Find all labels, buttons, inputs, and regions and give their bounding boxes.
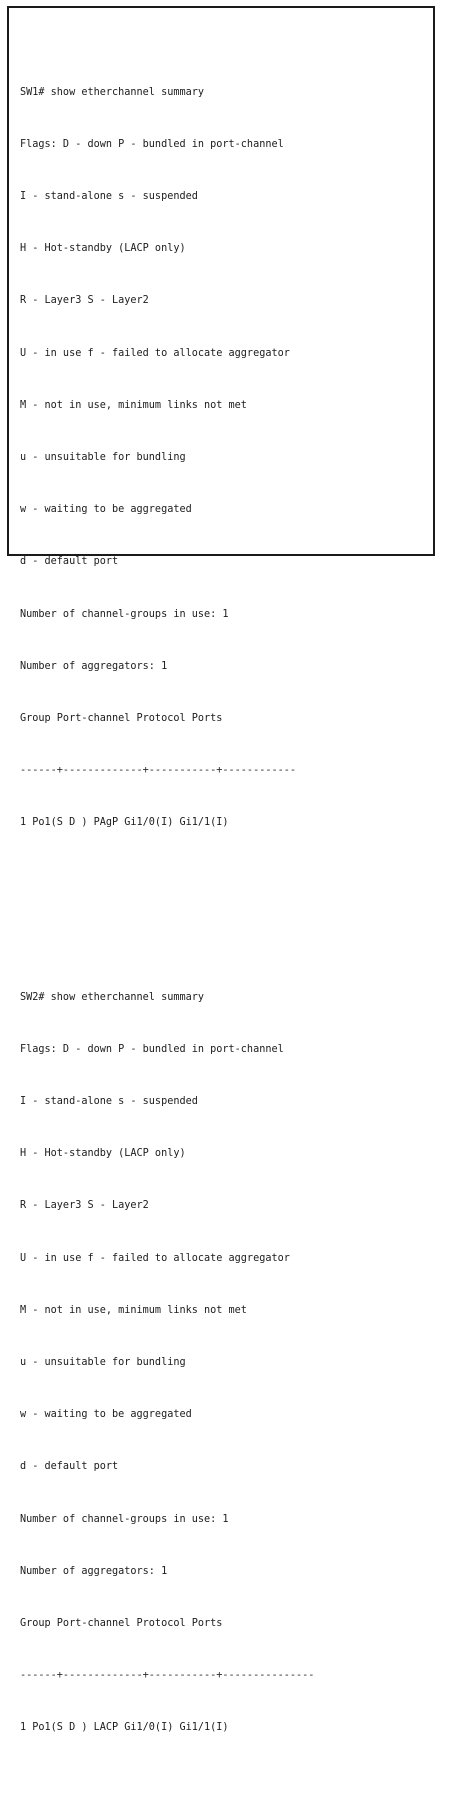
flag-line: I - stand-alone s - suspended: [20, 191, 198, 203]
flags-header: Flags: D - down P - bundled in port-channel: [20, 138, 284, 150]
terminal-output-frame: [7, 6, 435, 1734]
flag-line: d - default port: [20, 1461, 119, 1473]
aggregators-count: Number of aggregators: 1: [20, 1565, 168, 1577]
table-header: Group Port-channel Protocol Ports: [20, 1617, 223, 1629]
flag-line: w - waiting to be aggregated: [20, 1409, 192, 1421]
sw2-output-block: [20, 954, 429, 1772]
sw1-output-block: [20, 49, 429, 867]
flag-line: u - unsuitable for bundling: [20, 1356, 186, 1368]
table-rule: ------+-------------+-----------+------------: [20, 765, 297, 777]
table-header: Group Port-channel Protocol Ports: [20, 713, 223, 725]
flag-line: R - Layer3 S - Layer2: [20, 295, 149, 307]
command-prompt: SW2# show etherchannel summary: [20, 991, 205, 1003]
channel-groups-count: Number of channel-groups in use: 1: [20, 608, 229, 620]
flag-line: I - stand-alone s - suspended: [20, 1095, 198, 1107]
flag-line: U - in use f - failed to allocate aggregator: [20, 1252, 290, 1264]
flag-line: M - not in use, minimum links not met: [20, 1304, 247, 1316]
flag-line: R - Layer3 S - Layer2: [20, 1200, 149, 1212]
flag-line: d - default port: [20, 556, 119, 568]
spacer: [20, 901, 429, 918]
terminal-output: [20, 14, 429, 1806]
table-row: 1 Po1(S D ) PAgP Gi1/0(I) Gi1/1(I): [20, 817, 229, 829]
flags-header: Flags: D - down P - bundled in port-channel: [20, 1043, 284, 1055]
flag-line: U - in use f - failed to allocate aggregator: [20, 347, 290, 359]
aggregators-count: Number of aggregators: 1: [20, 660, 168, 672]
flag-line: H - Hot-standby (LACP only): [20, 1148, 186, 1160]
table-rule: ------+-------------+-----------+---------------: [20, 1670, 315, 1682]
channel-groups-count: Number of channel-groups in use: 1: [20, 1513, 229, 1525]
flag-line: H - Hot-standby (LACP only): [20, 243, 186, 255]
table-row: 1 Po1(S D ) LACP Gi1/0(I) Gi1/1(I): [20, 1722, 229, 1734]
flag-line: M - not in use, minimum links not met: [20, 399, 247, 411]
command-prompt: SW1# show etherchannel summary: [20, 86, 205, 98]
flag-line: w - waiting to be aggregated: [20, 504, 192, 516]
flag-line: u - unsuitable for bundling: [20, 452, 186, 464]
